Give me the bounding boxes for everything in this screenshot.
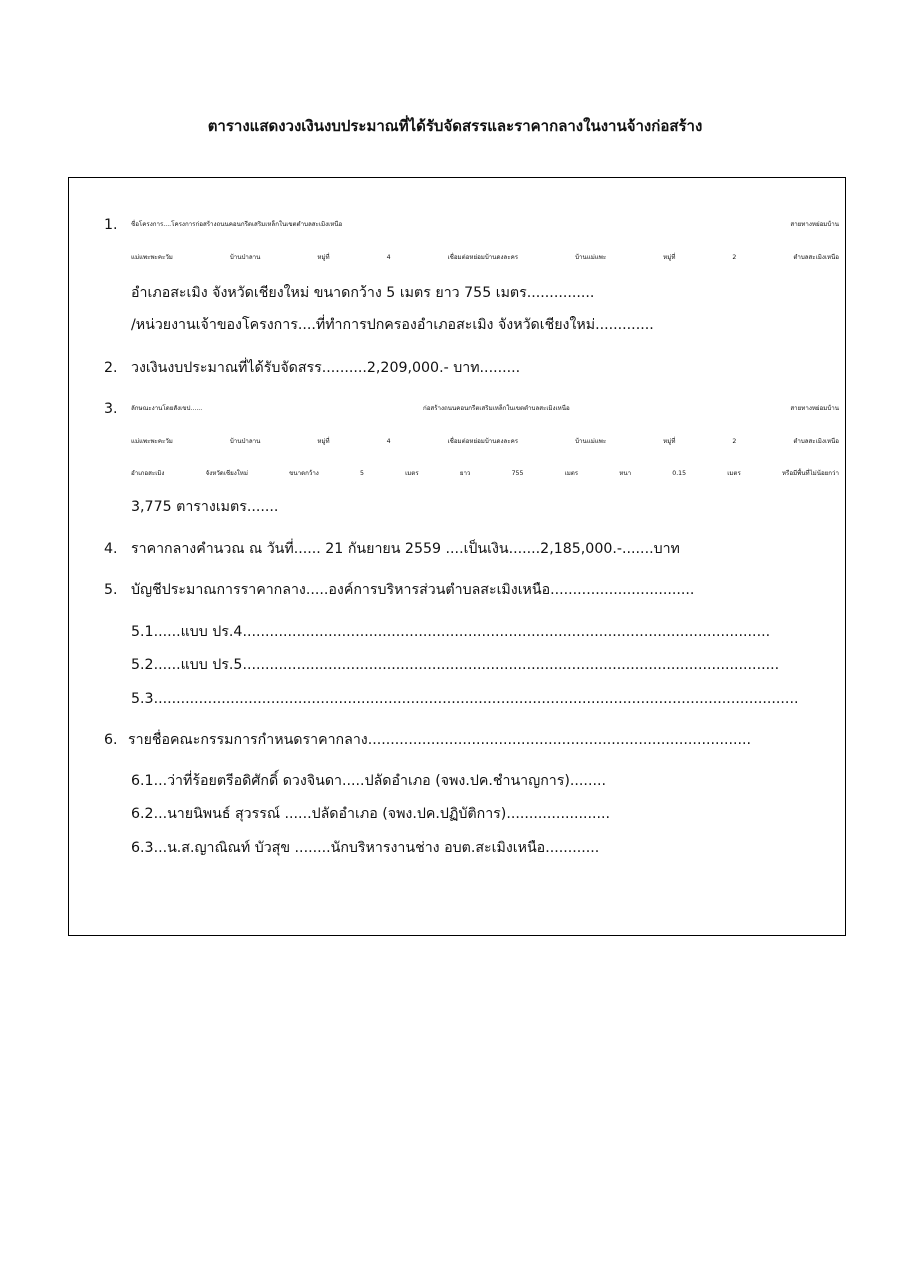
item-2-number: 2. (104, 360, 118, 376)
item-1-number: 1. (104, 217, 118, 233)
item-1-line-1: ชื่อโครงการ....โครงการก่อสร้างถนนคอนกรีตเสริมเหล็กในเขตตำบลสะเมิงเหนือ สายทางหย่อมบ้าน (131, 221, 839, 228)
item-5-sub-3: 5.3............................................................................................................................................... (131, 691, 799, 707)
form-box (68, 177, 846, 936)
item-6-sub-2: 6.2...นายนิพนธ์ สุวรรณ์ ......ปลัดอำเภอ (จพง.ปค.ปฏิบัติการ)....................... (131, 806, 611, 822)
item-3-line-2: แม่แพะพะคะวัม บ้านป่าลาน หมู่ที่ 4 เชื่อมต่อหย่อมบ้านดงละคร บ้านแม่แพะ หมู่ที่ 2 ตำบลสะเมิงเหนือ (131, 438, 839, 445)
item-5-sub-1: 5.1......แบบ ปร.4..................................................................................................................... (131, 624, 771, 640)
item-3-line-1: ลักษณะงานโดยสังเขป...... ก่อสร้างถนนคอนกรีตเสริมเหล็กในเขตตำบลสะเมิงเหนือ สายทางหย่อมบ้าน (131, 405, 839, 412)
item-3-line-3: อำเภอสะเมิง จังหวัดเชียงใหม่ ขนาดกว้าง 5 เมตร ยาว 755 เมตร หนา 0.15 เมตร หรือมีพื้นที่ไม่น้อยกว่า (131, 470, 839, 477)
item-3-number: 3. (104, 401, 118, 417)
item-2-text: วงเงินงบประมาณที่ได้รับจัดสรร..........2,209,000.- บาท......... (131, 360, 521, 376)
item-1-line-3: อำเภอสะเมิง จังหวัดเชียงใหม่ ขนาดกว้าง 5 เมตร ยาว 755 เมตร............... (131, 285, 595, 301)
item-4-number: 4. (104, 541, 118, 557)
item-1-line-2: แม่แพะพะคะวัม บ้านป่าลาน หมู่ที่ 4 เชื่อมต่อหย่อมบ้านดงละคร บ้านแม่แพะ หมู่ที่ 2 ตำบลสะเมิงเหนือ (131, 254, 839, 261)
item-5-number: 5. (104, 582, 118, 598)
item-3-line-4: 3,775 ตารางเมตร....... (131, 499, 279, 515)
item-6-number: 6. (104, 732, 118, 748)
item-6-text: รายชื่อคณะกรรมการกำหนดราคากลาง..................................................................................... (128, 732, 752, 748)
page-title: ตารางแสดงวงเงินงบประมาณที่ได้รับจัดสรรและราคากลางในงานจ้างก่อสร้าง (207, 117, 703, 135)
item-5-text: บัญชีประมาณการราคากลาง.....องค์การบริหารส่วนตำบลสะเมิงเหนือ................................ (131, 582, 695, 598)
item-5-sub-2: 5.2......แบบ ปร.5....................................................................................................................... (131, 657, 780, 673)
item-4-text: ราคากลางคำนวณ ณ วันที่...... 21 กันยายน 2559 ....เป็นเงิน.......2,185,000.-.......บาท (131, 541, 680, 557)
item-6-sub-1: 6.1...ว่าที่ร้อยตรีอดิศักดิ์ ดวงจินดา.....ปลัดอำเภอ (จพง.ปค.ชำนาญการ)........ (131, 773, 606, 789)
item-1-line-4: /หน่วยงานเจ้าของโครงการ....ที่ทำการปกครองอำเภอสะเมิง จังหวัดเชียงใหม่............. (131, 317, 654, 333)
item-6-sub-3: 6.3...น.ส.ญาณิณท์ บัวสุข ........นักบริหารงานช่าง อบต.สะเมิงเหนือ............ (131, 840, 600, 856)
